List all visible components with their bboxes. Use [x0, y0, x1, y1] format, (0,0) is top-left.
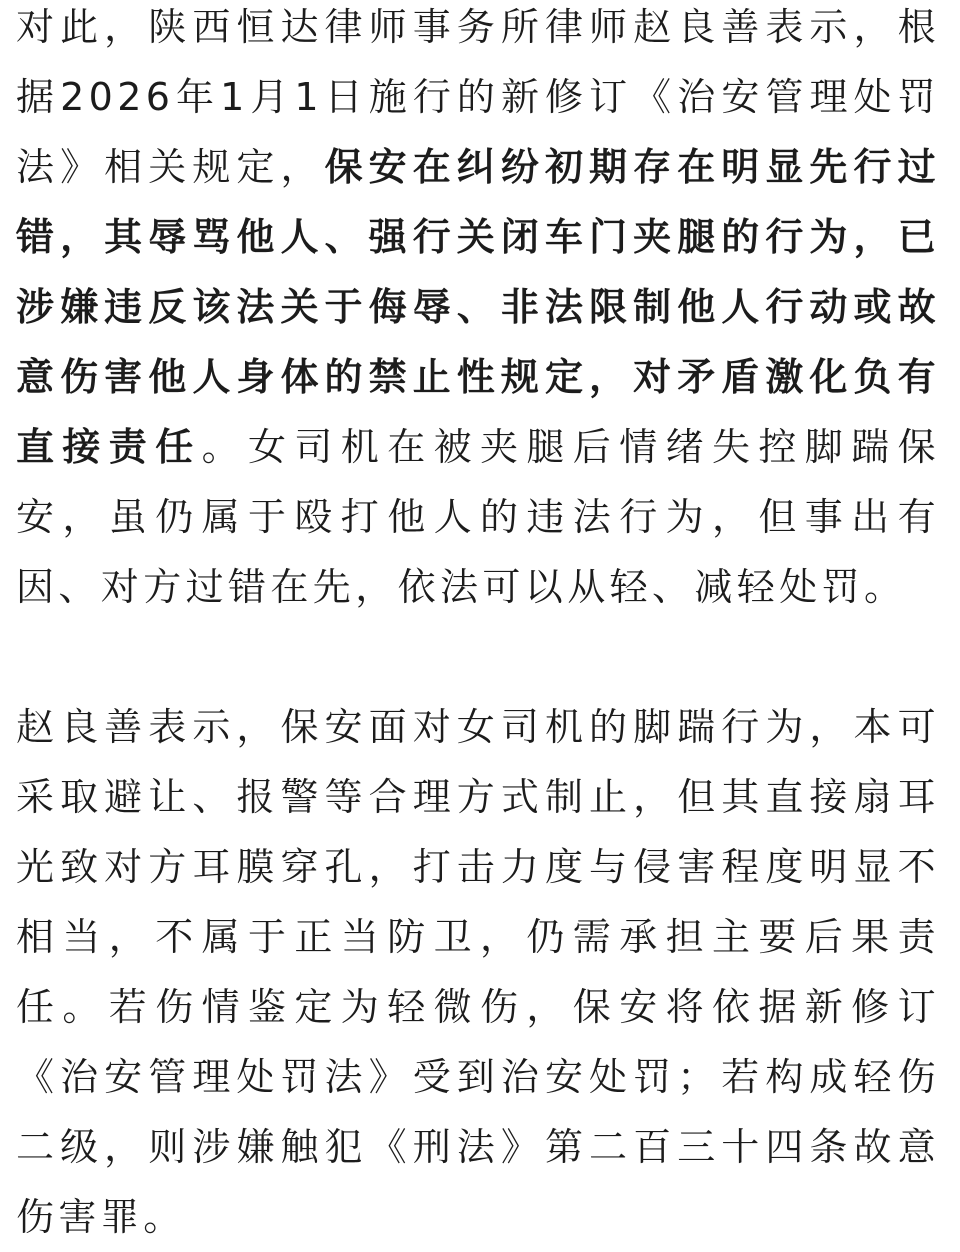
paragraph-self-defense-analysis — [16, 692, 940, 1252]
bold-text-segment: 保安在纠纷初期存在明显先行过错，其辱骂他人、强行关闭车门夹腿的行为，已涉嫌违反该法关于侮辱、非法限制他人行动或故意伤害他人身体的禁止性规定，对矛盾激化负有直接责任 — [16, 145, 940, 469]
text-segment: 。女司机在被夹腿后情绪失控脚踹保安，虽仍属于殴打他人的违法行为，但事出有因、对方过错在先，依法可以从轻、减轻处罚。 — [16, 425, 940, 609]
article-body — [16, 0, 940, 1252]
text-segment: 对此，陕西恒达律师事务所律师赵良善表示，根据2026年1月1日施行的新修订《治安管理处罚法》相关规定， — [16, 5, 940, 189]
paragraph-lawyer-opinion — [16, 0, 940, 622]
text-segment: 赵良善表示，保安面对女司机的脚踹行为，本可采取避让、报警等合理方式制止，但其直接扇耳光致对方耳膜穿孔，打击力度与侵害程度明显不相当，不属于正当防卫，仍需承担主要后果责任。若伤情鉴定为轻微伤，保安将依据新修订《治安管理处罚法》受到治安处罚；若构成轻伤二级，则涉嫌触犯《刑法》第二百三十四条故意伤害罪。 — [16, 705, 940, 1239]
